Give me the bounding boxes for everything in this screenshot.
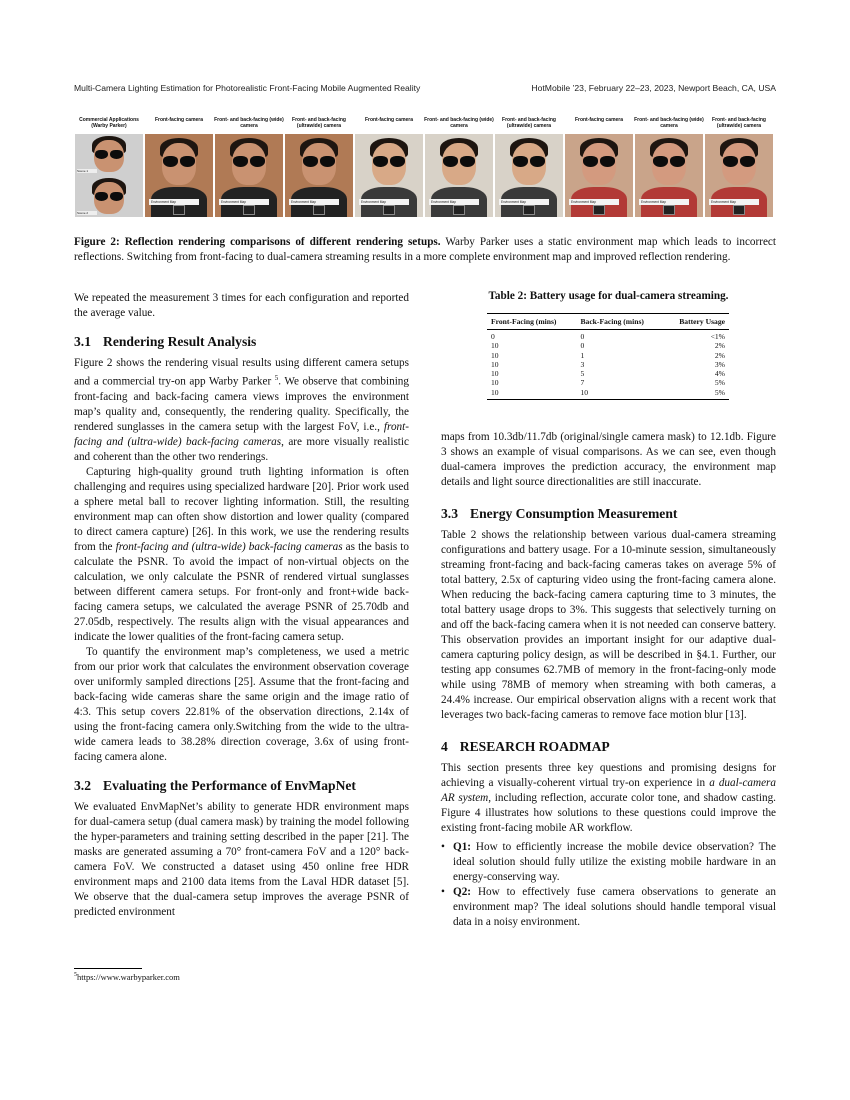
sunglasses <box>163 156 195 167</box>
rendering-result-image <box>145 134 213 217</box>
text-run: Capturing high-quality ground truth lighting information is often challenging and requires using specialized hardware [20]. Prior work used a sphere metal ball to recover lighting information. Still, the resulting environment map can often show distortion and lower quality (compared to direct camera capture) [26]. In this work, we use the rendering results from the <box>74 465 409 553</box>
lens <box>600 156 615 167</box>
lens <box>583 156 598 167</box>
s33-paragraph-1: Table 2 shows the relationship between various dual-camera streaming configurations and battery usage. For a 10-minute session, simultaneously streaming front-facing and back-facing cameras takes on average 5% of total battery, 2.5x of capturing video using the front-facing camera alone. When reducing the back-facing camera capturing time to 3 minutes, the total battery usage drops to 3%. This suggests that selectively turning on and off the back-facing camera when it is not needed can conserve battery. This observation provides an important insight for our adaptive dual-camera capturing policy design, as will be described in §4.1. Further, our testing app consumes 62.7MB of memory in the front-facing-only mode while using 78MB of memory when streaming with both cameras, a 24.4% increase. Our empirical observation aligns with a recent work that leverages two back-facing cameras to remove face motion blur [13]. <box>441 529 776 721</box>
scene-label: Scene 2 <box>77 211 97 215</box>
section-4-heading <box>441 739 776 755</box>
s32-continuation: maps from 10.3db/11.7db (original/single camera mask) to 12.1db. Figure 3 shows an example of visual comparisons. As we can see, even though dual-camera improves the prediction accuracy, the environment map details and light source directionalities are still inaccurate. <box>441 431 776 488</box>
environment-map-thumbnail <box>383 205 395 215</box>
environment-map-label: Environment Map <box>639 199 689 205</box>
cell-battery: 3% <box>714 359 725 369</box>
figure-caption-text: Warby Parker uses a static environment map which leads to incorrect reflections. Switching from front-facing to dual-camera streaming results in a more complete environment map and improved reflection rendering. <box>74 236 776 263</box>
environment-map-label: Environment Map <box>569 199 619 205</box>
emphasis: front-facing and (ultra-wide) back-facing cameras <box>115 540 343 553</box>
lens <box>180 156 195 167</box>
col-header-back: Back-Facing (mins) <box>576 314 663 330</box>
rendering-result-image <box>355 134 423 217</box>
environment-map-thumbnail <box>453 205 465 215</box>
table-row <box>487 378 729 387</box>
cell-front-mins: 10 <box>491 341 499 351</box>
question-label: Q1: <box>453 841 472 853</box>
question-text: How to effectively fuse camera observations to generate an environment map? The ideal solutions should handle temporal visual data in a noisy environment. <box>453 886 776 928</box>
rendering-result-image <box>565 134 633 217</box>
lens <box>95 192 108 201</box>
text-run: . We observe that combining front-facing and back-facing camera views improves the environment map’s quality and, consequently, the rendering quality. Specifically, the rendered sunglasses in the camera setup with the largest FoV, i.e., <box>74 375 409 433</box>
lens <box>373 156 388 167</box>
question-label: Q2: <box>453 886 472 898</box>
figure-column-header: Front- and back-facing (wide) camera <box>424 117 494 129</box>
question-text: How to efficiently increase the mobile device observation? The ideal solution should fully utilize the existing mobile hardware in an energy-conserving way. <box>453 841 776 883</box>
footnote-ref: 5 <box>274 374 279 382</box>
lens <box>460 156 475 167</box>
figure-column-header: Commercial Applications (Warby Parker) <box>79 117 139 129</box>
emphasis: a dual-camera AR system <box>441 777 777 804</box>
cell-battery: 5% <box>664 388 729 400</box>
figure-caption-label: Figure 2: Reflection rendering comparisons of different rendering setups. <box>74 236 441 248</box>
question-item <box>441 885 776 930</box>
cell-front-mins: 0 <box>491 332 495 341</box>
s31-paragraph-2 <box>74 465 409 645</box>
question-item <box>441 840 776 885</box>
battery-usage-table <box>487 313 729 400</box>
text-run: as the basis to calculate the PSNR. To avoid the impact of non-virtual objects on the calculation, we only calculate the PSNR of rendered virtual sunglasses between different camera setups. For front-only and front+wide back-facing camera setups, we calculated the average PSNR of 25.70db and 27.05db, respectively. The results align with the visual appearances and indicate the lower qualities of the front-facing camera setup. <box>74 540 409 643</box>
cell-battery: 4% <box>714 369 725 379</box>
environment-map-label: Environment Map <box>499 199 549 205</box>
lens <box>110 150 123 159</box>
emphasis: front-facing and (ultra-wide) back-facing cameras <box>74 420 409 448</box>
sunglasses <box>443 156 475 167</box>
figure-column-header: Front-facing camera <box>154 117 204 123</box>
col-header-battery: Battery Usage <box>664 314 729 330</box>
s4-paragraph-1 <box>441 761 776 836</box>
lens <box>110 192 123 201</box>
cell-battery: 2% <box>714 350 725 360</box>
section-title: Evaluating the Performance of EnvMapNet <box>103 777 356 793</box>
footnote-rule <box>74 968 142 969</box>
figure-column-headers <box>74 117 776 133</box>
footnote <box>74 972 180 982</box>
lens <box>320 156 335 167</box>
rendering-result-image <box>425 134 493 217</box>
lens <box>233 156 248 167</box>
sunglasses <box>583 156 615 167</box>
table-header-row <box>487 314 729 330</box>
lens <box>303 156 318 167</box>
header-venue: HotMobile ’23, February 22–23, 2023, Newport Beach, CA, USA <box>531 83 776 93</box>
environment-map-label: Environment Map <box>289 199 339 205</box>
environment-map-label: Environment Map <box>149 199 199 205</box>
section-title: Rendering Result Analysis <box>103 334 257 349</box>
text-run: , including reflection, accurate color tone, and shadow casting. Figure 4 illustrates how solutions to these questions could improve the existing front-facing mobile AR workflow. <box>441 792 776 834</box>
figure-column-header: Front-facing camera <box>574 117 624 123</box>
cell-back-mins: 5 <box>580 369 585 379</box>
environment-map-thumbnail <box>663 205 675 215</box>
running-header <box>74 83 776 97</box>
rendering-result-image <box>285 134 353 217</box>
cell-front-mins: 10 <box>491 350 499 360</box>
environment-map-label: Environment Map <box>429 199 479 205</box>
scene-label: Scene 1 <box>77 169 97 173</box>
question-list <box>441 840 776 930</box>
cell-battery: 5% <box>714 378 725 388</box>
section-number: 3.3 <box>441 506 458 521</box>
footnote-link[interactable]: https://www.warbyparker.com <box>77 972 180 982</box>
lens <box>443 156 458 167</box>
table-row <box>487 330 729 342</box>
text-run: , are more visually realistic and coherent than the other two renderings. <box>74 435 409 463</box>
figure-column-header: Front- and back-facing (ultrawide) camera <box>292 117 346 129</box>
section-3-1-heading <box>74 334 409 350</box>
s31-paragraph-3: To quantify the environment map’s completeness, we used a metric from our prior work that calculates the environment observation coverage over uniformly sampled directions [25]. Assume that the front-facing and back-facing wide cameras share the same origin and the image ratio of 4:3. This setup covers 22.81% of the observation directions, 2.14x of using the front-facing camera only.Switching from the wide to the ultra-wide camera leads to 38.28% direction coverage, 3.6x of using front-facing camera alone. <box>74 645 409 763</box>
figure-column-header: Front- and back-facing (ultrawide) camera <box>712 117 766 129</box>
s32-paragraph-1: We evaluated EnvMapNet’s ability to generate HDR environment maps for dual-camera setup (dual camera mask) by training the model following the hyper-parameters and training setting described in the paper [21]. The masks are generated assuming a 70° front-camera FoV and a 120° back-camera FoV. We constructed a dataset using 450 online free HDR environment maps and 2100 data items from the Laval HDR dataset [5]. We observe that the dual-camera setup improves the average PSNR of predicted environment <box>74 800 409 918</box>
cell-battery: 2% <box>714 341 725 351</box>
text-run: This section presents three key questions and promising designs for achieving a visually-coherent virtual try-on experience in <box>441 762 776 789</box>
environment-map-label: Environment Map <box>359 199 409 205</box>
figure-column-header: Front- and back-facing (wide) camera <box>634 117 704 129</box>
lens <box>390 156 405 167</box>
figure-column-header: Front- and back-facing (wide) camera <box>214 117 284 129</box>
section-number: 4 <box>441 739 448 754</box>
figure-2 <box>74 117 776 217</box>
sunglasses <box>513 156 545 167</box>
rendering-result-image <box>495 134 563 217</box>
sunglasses <box>723 156 755 167</box>
cell-front-mins: 10 <box>487 388 576 400</box>
cell-battery: <1% <box>710 332 725 341</box>
section-number: 3.2 <box>74 777 91 793</box>
text-run: Figure 2 shows the rendering visual results using different camera setups and a commercial try-on app Warby Parker <box>74 357 409 388</box>
environment-map-thumbnail <box>313 205 325 215</box>
rendering-result-image <box>705 134 773 217</box>
lens <box>250 156 265 167</box>
section-3-3-heading <box>441 506 776 522</box>
sunglasses <box>233 156 265 167</box>
table-row <box>487 388 729 400</box>
cell-back-mins: 0 <box>580 332 585 341</box>
figure-caption <box>74 235 776 265</box>
table-row <box>487 360 729 369</box>
environment-map-thumbnail <box>243 205 255 215</box>
figure-column-header: Front- and back-facing (ultrawide) camera <box>502 117 556 129</box>
s31-paragraph-1 <box>74 356 409 465</box>
table-body <box>487 330 729 400</box>
lens <box>530 156 545 167</box>
environment-map-label: Environment Map <box>219 199 269 205</box>
lens <box>740 156 755 167</box>
sunglasses <box>653 156 685 167</box>
table-row <box>487 369 729 378</box>
footnote-number: 5 <box>74 972 77 979</box>
lens <box>163 156 178 167</box>
header-title: Multi-Camera Lighting Estimation for Photorealistic Front-Facing Mobile Augmented Reality <box>74 83 421 93</box>
section-3-2-heading <box>74 778 409 794</box>
cell-back-mins: 1 <box>580 350 585 360</box>
lens <box>95 150 108 159</box>
lens <box>670 156 685 167</box>
environment-map-thumbnail <box>523 205 535 215</box>
rendering-result-image <box>215 134 283 217</box>
warby-parker-image <box>75 134 143 217</box>
cell-front-mins: 10 <box>491 378 499 388</box>
rendering-result-image <box>635 134 703 217</box>
cell-back-mins: 7 <box>580 378 585 388</box>
lens <box>513 156 528 167</box>
cell-back-mins: 10 <box>576 388 663 400</box>
environment-map-thumbnail <box>733 205 745 215</box>
environment-map-thumbnail <box>593 205 605 215</box>
lens <box>723 156 738 167</box>
cell-back-mins: 3 <box>580 359 585 369</box>
environment-map-label: Environment Map <box>709 199 759 205</box>
table-row <box>487 351 729 360</box>
sunglasses <box>95 150 123 159</box>
sunglasses <box>303 156 335 167</box>
figure-image-row <box>74 134 776 217</box>
sunglasses <box>373 156 405 167</box>
section-title: RESEARCH ROADMAP <box>459 739 610 754</box>
environment-map-thumbnail <box>173 205 185 215</box>
left-column <box>74 291 409 920</box>
col-header-front: Front-Facing (mins) <box>487 314 576 330</box>
section-number: 3.1 <box>74 334 91 349</box>
figure-column-header: Front-facing camera <box>364 117 414 123</box>
cell-front-mins: 10 <box>491 369 499 379</box>
intro-paragraph: We repeated the measurement 3 times for each configuration and reported the average value. <box>74 292 409 319</box>
section-title: Energy Consumption Measurement <box>470 506 678 521</box>
cell-back-mins: 0 <box>580 341 585 351</box>
lens <box>653 156 668 167</box>
right-column <box>441 430 776 930</box>
sunglasses <box>95 192 123 201</box>
table-2-caption: Table 2: Battery usage for dual-camera streaming. <box>488 290 729 302</box>
table-row <box>487 341 729 350</box>
cell-front-mins: 10 <box>491 359 499 369</box>
